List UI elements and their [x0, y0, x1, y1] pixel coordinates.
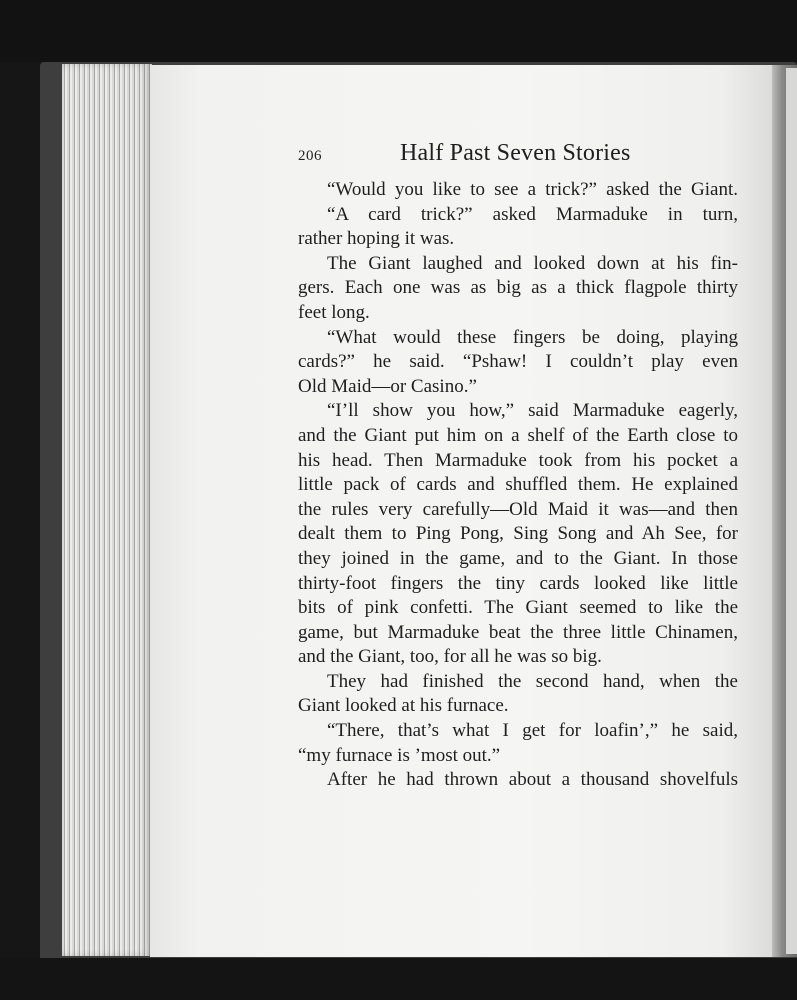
text-line: “I’ll show you how,” said Marmaduke eagerly,	[327, 400, 738, 422]
text-line: feet long.	[298, 301, 370, 323]
page-header	[298, 140, 738, 180]
text-line: little pack of cards and shuffled them. He explained	[298, 474, 738, 496]
text-line: and the Giant put him on a shelf of the Earth close to	[298, 424, 738, 446]
running-title: Half Past Seven Stories	[400, 140, 631, 166]
text-line: game, but Marmaduke beat the three little Chinamen,	[298, 621, 738, 643]
text-line: “There, that’s what I get for loafin’,” he said,	[327, 720, 738, 742]
text-line: After he had thrown about a thousand shovelfuls	[327, 769, 738, 791]
text-line: and the Giant, too, for all he was so big.	[298, 646, 602, 668]
text-line: cards?” he said. “Pshaw! I couldn’t play even	[298, 351, 738, 373]
text-line: “What would these fingers be doing, playing	[327, 326, 738, 348]
text-line: “Would you like to see a trick?” asked the Giant.	[327, 179, 738, 200]
page-number: 206	[298, 148, 322, 164]
text-line: thirty-foot fingers the tiny cards looked like little	[298, 572, 738, 594]
text-line: bits of pink confetti. The Giant seemed to like the	[298, 597, 738, 619]
page-edges	[62, 64, 152, 956]
text-line: Old Maid—or Casino.”	[298, 375, 477, 397]
text-line: Giant looked at his furnace.	[298, 695, 509, 717]
text-line: his head. Then Marmaduke took from his pocket a	[298, 449, 738, 471]
text-line: The Giant laughed and looked down at his fin-	[327, 252, 738, 274]
text-line: They had finished the second hand, when the	[327, 670, 738, 692]
text-line: dealt them to Ping Pong, Sing Song and Ah See, for	[298, 523, 738, 545]
text-line: “my furnace is ’most out.”	[298, 744, 501, 766]
background-top	[0, 0, 797, 62]
text-line: gers. Each one was as big as a thick flagpole thirty	[298, 277, 738, 299]
facing-page-edge	[786, 68, 797, 954]
body-text	[298, 178, 738, 793]
text-line: “A card trick?” asked Marmaduke in turn,	[327, 203, 738, 225]
background-bottom	[0, 958, 797, 1000]
text-line: the rules very carefully—Old Maid it was—and then	[298, 498, 738, 520]
text-line: rather hoping it was.	[298, 228, 455, 250]
text-line: they joined in the game, and to the Giant. In those	[298, 547, 738, 569]
